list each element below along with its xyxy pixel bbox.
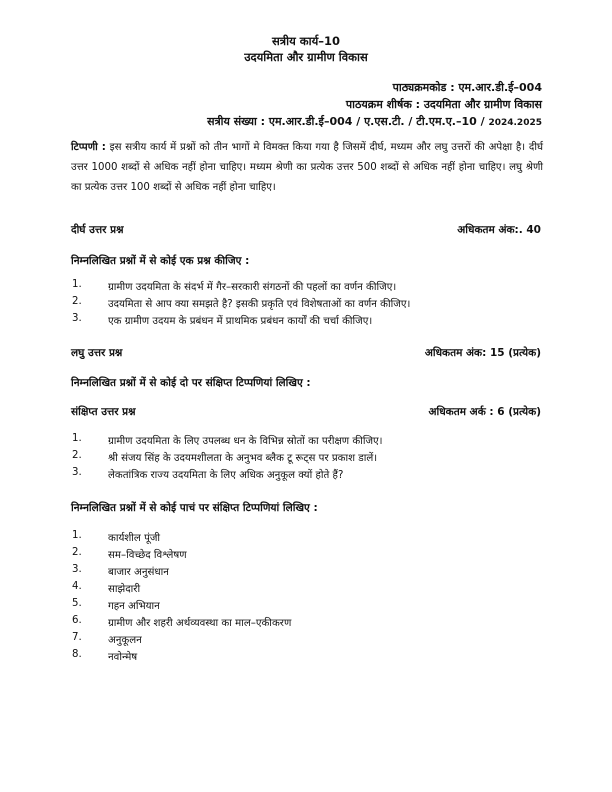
academic-year: 2024.2025 [488, 118, 542, 128]
note-topic-number: 4. [72, 581, 82, 592]
note-topic-number: 2. [72, 547, 82, 558]
notes-topic-list [71, 530, 541, 666]
brief-question-text: श्री संजय सिंह के उदयमशीलता के अनुभव ब्लैक टू रूट्स पर प्रकाश डालें। [108, 453, 378, 464]
brief-question-number: 3. [72, 467, 82, 478]
note-topic-text: कार्यशील पूंजी [108, 533, 161, 544]
note-topic-text: सम–विच्छेद विश्लेषण [108, 550, 187, 561]
short-answer-instruction: निम्नलिखित प्रश्नों में से कोई दो पर संक्षिप्त टिप्पणियां लिखिए : [71, 377, 311, 389]
note-topic-text: गहन अभियान [108, 601, 160, 612]
notes-instruction: निम्नलिखित प्रश्नों में से कोई पाचं पर संक्षिप्त टिप्पणियां लिखिए : [71, 502, 318, 514]
brief-answer-heading: संक्षिप्त उत्तर प्रश्न [71, 406, 136, 418]
note-topic-item [71, 530, 541, 547]
note-topic-item [71, 615, 541, 632]
long-answer-heading: दीर्घ उत्तर प्रश्न [71, 224, 124, 236]
note-topic-text: साझेदारी [108, 584, 141, 595]
note-topic-text: ग्रामीण और शहरी अर्थव्यवस्था का माल–एकीकरण [108, 618, 292, 629]
note-topic-number: 1. [72, 530, 82, 541]
long-question-number: 3. [72, 313, 82, 324]
note-text: इस सत्रीय कार्य में प्रश्नों को तीन भागों मे विमक्त किया गया है जिसमें दीर्घ, मध्यम और लघु उत्तरों की अपेक्षा है। दीर्घ उत्तर 1000 शब्दों से अधिक नहीं होना चाहिए। मध्यम श्रेणी का प्रत्येक उत्तर 500 शब्दों से अधिक नहीं होना चाहिए। लघु श्रेणी का प्रत्येक उत्तर 100 शब्दों से अधिक नहीं होना चाहिए। [71, 142, 543, 193]
note-topic-item [71, 649, 541, 666]
note-topic-item [71, 632, 541, 649]
note-topic-number: 6. [72, 615, 82, 626]
short-answer-heading: लघु उत्तर प्रश्न [71, 347, 123, 359]
short-answer-header [71, 346, 541, 360]
brief-answer-marks: अधिकतम अर्क : 6 (प्रत्येक) [428, 406, 541, 418]
subject-title: उदयमिता और ग्रामीण विकास [244, 50, 368, 64]
long-question-list [71, 279, 541, 330]
long-question-item [71, 296, 541, 313]
brief-question-number: 1. [72, 433, 82, 444]
note-topic-item [71, 581, 541, 598]
instruction-note [71, 138, 543, 198]
assignment-code [207, 114, 542, 129]
note-topic-text: अनुकूलन [108, 635, 142, 646]
course-title: पाठयक्रम शीर्षक : उदयमिता और ग्रामीण विकास [345, 98, 542, 111]
long-answer-marks: अधिकतम अंक:. 40 [457, 224, 541, 236]
assignment-code-text: सत्रीय संख्या : एम.आर.डी.ई–004 / ए.एस.टी. / टी.एम.ए.–10 / [207, 115, 485, 128]
assignment-number-title: सत्रीय कार्य–10 [271, 34, 340, 48]
note-topic-item [71, 564, 541, 581]
long-question-text: एक ग्रामीण उदयम के प्रबंधन में प्राथमिक प्रबंधन कार्यों की चर्चा कीजिए। [108, 316, 373, 327]
brief-question-list [71, 433, 541, 484]
note-topic-item [71, 598, 541, 615]
long-question-number: 2. [72, 296, 82, 307]
brief-question-text: ग्रामीण उदयमिता के लिए उपलब्ध धन के विभिन्न स्रोतों का परीक्षण कीजिए। [108, 436, 383, 447]
course-code: पाठ्यक्रमकोड : एम.आर.डी.ई–004 [392, 81, 542, 94]
note-topic-item [71, 547, 541, 564]
brief-question-text: लेकतांत्रिक राज्य उदयमिता के लिए अधिक अनुकूल क्यों होते हैं? [108, 470, 344, 481]
long-question-number: 1. [72, 279, 82, 290]
long-question-text: उदयमिता से आप क्या समझते है? इसकी प्रकृति एवं विशेषताओं का वर्णन कीजिए। [108, 299, 411, 310]
long-answer-header [71, 223, 541, 237]
brief-question-number: 2. [72, 450, 82, 461]
note-topic-number: 7. [72, 632, 82, 643]
brief-answer-header [71, 405, 541, 419]
note-topic-text: बाजार अनुसंधान [108, 567, 169, 578]
note-label: टिप्पणी : [71, 142, 106, 153]
brief-question-item [71, 467, 541, 484]
brief-question-item [71, 450, 541, 467]
long-question-item [71, 313, 541, 330]
brief-question-item [71, 433, 541, 450]
note-topic-text: नवोन्मेष [108, 652, 138, 663]
note-topic-number: 8. [72, 649, 82, 660]
long-question-item [71, 279, 541, 296]
short-answer-marks: अधिकतम अंक: 15 (प्रत्येक) [424, 347, 541, 359]
note-topic-number: 5. [72, 598, 82, 609]
long-question-text: ग्रामीण उदयमिता के संदर्भ में गैर–सरकारी संगठनों की पहलों का वर्णन कीजिए। [108, 282, 397, 293]
note-topic-number: 3. [72, 564, 82, 575]
long-answer-instruction: निम्नलिखित प्रश्नों में से कोई एक प्रश्न कीजिए : [71, 255, 250, 267]
